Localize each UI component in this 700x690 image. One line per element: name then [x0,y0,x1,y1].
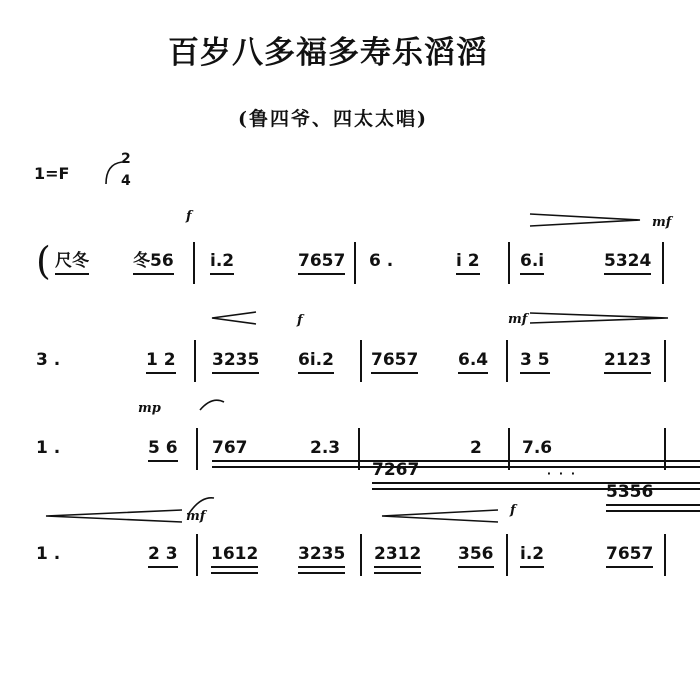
note-group-4-2: 2 3 [148,546,178,568]
note-group-1-5: 6 . [369,251,394,271]
barline [664,534,666,576]
note-group-2-3: 3235 [212,352,259,374]
barline [360,534,362,576]
note-group-3-6: 2 [470,438,482,458]
barline [508,428,510,470]
note-group-4-4: 3235 [298,546,345,568]
note-group-3-5: 7267 · · · · [372,462,700,484]
singer-subtitle: (鲁四爷、四太太唱) [238,108,428,130]
note-group-1-3: i.2 [210,253,234,275]
note-group-1-6: i 2 [456,253,480,275]
note-group-3-1: 1 . [36,438,61,458]
key-signature: 1=F [34,164,70,183]
note-group-2-6: 6.4 [458,352,488,374]
barline [358,428,360,470]
note-group-2-1: 3 . [36,350,61,370]
note-group-4-5: 2312 [374,546,421,568]
barline [508,242,510,284]
barline [196,428,198,470]
note-group-3-4: 2.3 [310,440,340,462]
barline [662,242,664,284]
time-signature-numerator: 2 [121,151,131,167]
dynamic-mf-1: mf [652,215,672,230]
barline [194,340,196,382]
note-group-1-2: 冬56 [133,253,174,275]
dynamic-mf-3: mf [186,509,206,524]
opening-paren: ( [36,239,51,283]
note-group-4-7: i.2 [520,546,544,568]
note-group-4-1: 1 . [36,544,61,564]
note-group-3-2: 5 6 [148,440,178,462]
dynamic-mp: mp [138,401,161,416]
dynamic-f-2: f [297,313,303,328]
dynamic-f-3: f [510,503,516,518]
barline [196,534,198,576]
barline [360,340,362,382]
note-group-1-1: 尺冬 [55,253,89,275]
note-group-2-7: 3 5 [520,352,550,374]
barline [664,340,666,382]
note-group-3-3: 767 · · · [212,440,700,462]
song-title: 百岁八多福多寿乐滔滔 [168,35,488,71]
note-group-2-5: 7657 [371,352,418,374]
note-group-1-4: 7657 [298,253,345,275]
barline [506,340,508,382]
note-group-3-7: 7.6 [522,440,552,462]
barline [354,242,356,284]
note-group-2-8: 2123 [604,352,651,374]
note-group-1-8: 5324 [604,253,651,275]
note-group-4-3: 1612 [211,546,258,568]
note-group-4-8: 7657 [606,546,653,568]
barline [193,242,195,284]
dynamic-mf-2: mf [508,312,528,327]
note-group-3-8: 5356 · · · · [606,484,700,506]
dynamic-f-1: f [186,209,192,224]
note-group-2-4: 6i.2 [298,352,334,374]
barline [664,428,666,470]
time-signature-denominator: 4 [121,173,131,189]
note-group-4-6: 356 [458,546,494,568]
note-group-1-7: 6.i [520,253,544,275]
barline [506,534,508,576]
note-group-2-2: 1 2 [146,352,176,374]
